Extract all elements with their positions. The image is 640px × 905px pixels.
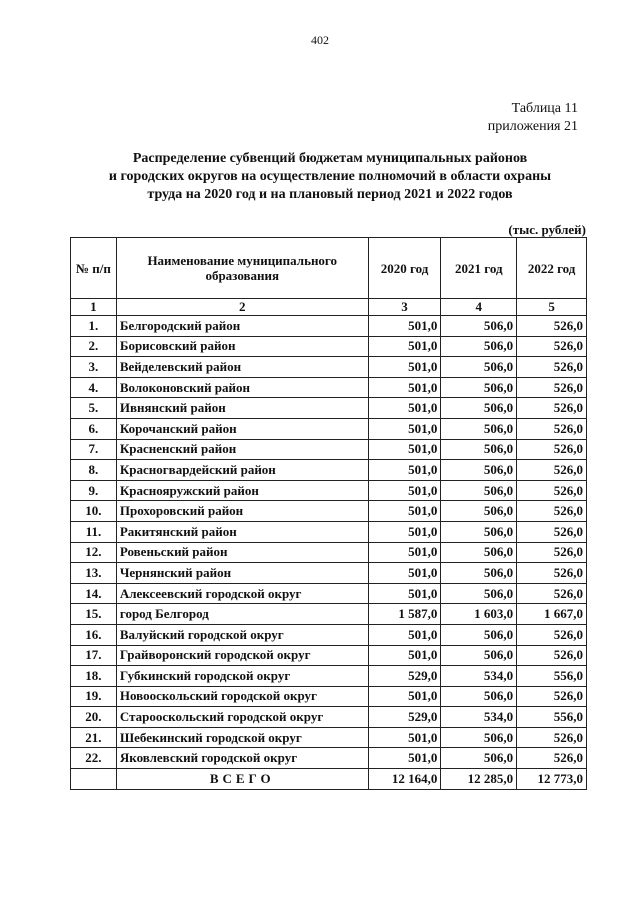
value-2021: 506,0 <box>441 377 517 398</box>
col-number: 4 <box>441 299 517 316</box>
header-2022: 2022 год <box>517 238 587 299</box>
row-number: 13. <box>71 563 117 584</box>
value-2022: 526,0 <box>517 645 587 666</box>
value-2022: 526,0 <box>517 398 587 419</box>
municipality-name: Краснояружский район <box>116 480 368 501</box>
header-num: № п/п <box>71 238 117 299</box>
table-row <box>71 521 587 542</box>
units-label: (тыс. рублей) <box>508 222 586 237</box>
table-row <box>71 686 587 707</box>
municipality-name: Алексеевский городской округ <box>116 583 368 604</box>
value-2022: 556,0 <box>517 707 587 728</box>
value-2020: 501,0 <box>368 563 441 584</box>
total-2021: 12 285,0 <box>441 769 517 790</box>
value-2020: 501,0 <box>368 624 441 645</box>
municipality-name: Борисовский район <box>116 336 368 357</box>
value-2021: 534,0 <box>441 707 517 728</box>
table-row <box>71 666 587 687</box>
value-2021: 506,0 <box>441 418 517 439</box>
value-2021: 506,0 <box>441 563 517 584</box>
row-number: 5. <box>71 398 117 419</box>
municipality-name: Шебекинский городской округ <box>116 727 368 748</box>
value-2021: 506,0 <box>441 316 517 337</box>
value-2022: 526,0 <box>517 727 587 748</box>
value-2022: 526,0 <box>517 542 587 563</box>
value-2022: 526,0 <box>517 357 587 378</box>
value-2020: 501,0 <box>368 398 441 419</box>
header-2020: 2020 год <box>368 238 441 299</box>
row-number: 14. <box>71 583 117 604</box>
value-2022: 526,0 <box>517 686 587 707</box>
municipality-name: город Белгород <box>116 604 368 625</box>
table-row <box>71 439 587 460</box>
value-2021: 506,0 <box>441 336 517 357</box>
row-number: 11. <box>71 521 117 542</box>
row-number: 20. <box>71 707 117 728</box>
value-2020: 501,0 <box>368 748 441 769</box>
value-2021: 506,0 <box>441 521 517 542</box>
table-row <box>71 727 587 748</box>
row-number: 6. <box>71 418 117 439</box>
table-row <box>71 316 587 337</box>
value-2022: 1 667,0 <box>517 604 587 625</box>
title-line1: Распределение субвенций бюджетам муниципальных районов <box>132 151 528 166</box>
table-row <box>71 645 587 666</box>
municipality-name: Волоконовский район <box>116 377 368 398</box>
document-title <box>70 150 590 204</box>
value-2020: 501,0 <box>368 418 441 439</box>
table-row <box>71 542 587 563</box>
row-number: 1. <box>71 316 117 337</box>
table-note-line1: Таблица 11 <box>511 101 578 116</box>
value-2022: 526,0 <box>517 418 587 439</box>
value-2022: 526,0 <box>517 480 587 501</box>
value-2020: 501,0 <box>368 501 441 522</box>
col-number: 1 <box>71 299 117 316</box>
value-2021: 506,0 <box>441 501 517 522</box>
value-2022: 526,0 <box>517 501 587 522</box>
municipality-name: Новооскольский городской округ <box>116 686 368 707</box>
value-2021: 1 603,0 <box>441 604 517 625</box>
row-number: 3. <box>71 357 117 378</box>
municipality-name: Красногвардейский район <box>116 460 368 481</box>
municipality-name: Губкинский городской округ <box>116 666 368 687</box>
col-number: 3 <box>368 299 441 316</box>
municipality-name: Красненский район <box>116 439 368 460</box>
table-row <box>71 501 587 522</box>
row-number: 4. <box>71 377 117 398</box>
value-2020: 501,0 <box>368 377 441 398</box>
value-2022: 526,0 <box>517 521 587 542</box>
total-label: ВСЕГО <box>116 769 368 790</box>
value-2022: 526,0 <box>517 336 587 357</box>
value-2021: 506,0 <box>441 583 517 604</box>
col-number: 2 <box>116 299 368 316</box>
municipality-name: Грайворонский городской округ <box>116 645 368 666</box>
value-2020: 501,0 <box>368 480 441 501</box>
municipality-name: Корочанский район <box>116 418 368 439</box>
table-note <box>488 100 578 136</box>
value-2021: 506,0 <box>441 398 517 419</box>
table-row <box>71 583 587 604</box>
row-number: 19. <box>71 686 117 707</box>
value-2021: 506,0 <box>441 624 517 645</box>
value-2020: 501,0 <box>368 727 441 748</box>
value-2022: 526,0 <box>517 583 587 604</box>
total-2020: 12 164,0 <box>368 769 441 790</box>
table-row <box>71 377 587 398</box>
value-2020: 1 587,0 <box>368 604 441 625</box>
value-2021: 534,0 <box>441 666 517 687</box>
value-2022: 526,0 <box>517 748 587 769</box>
municipality-name: Валуйский городской округ <box>116 624 368 645</box>
value-2020: 501,0 <box>368 583 441 604</box>
value-2021: 506,0 <box>441 480 517 501</box>
table-row <box>71 357 587 378</box>
title-line3: труда на 2020 год и на плановый период 2021 и 2022 годов <box>147 187 513 202</box>
table-row <box>71 336 587 357</box>
row-number: 15. <box>71 604 117 625</box>
table-row <box>71 398 587 419</box>
row-number: 21. <box>71 727 117 748</box>
header-2021: 2021 год <box>441 238 517 299</box>
value-2022: 526,0 <box>517 460 587 481</box>
value-2020: 501,0 <box>368 521 441 542</box>
value-2022: 526,0 <box>517 377 587 398</box>
value-2021: 506,0 <box>441 542 517 563</box>
value-2022: 526,0 <box>517 563 587 584</box>
row-number: 17. <box>71 645 117 666</box>
table-row <box>71 624 587 645</box>
municipality-name: Ракитянский район <box>116 521 368 542</box>
value-2020: 529,0 <box>368 707 441 728</box>
total-2022: 12 773,0 <box>517 769 587 790</box>
row-number: 7. <box>71 439 117 460</box>
municipality-name: Вейделевский район <box>116 357 368 378</box>
row-number: 10. <box>71 501 117 522</box>
value-2021: 506,0 <box>441 748 517 769</box>
value-2020: 501,0 <box>368 336 441 357</box>
row-number: 12. <box>71 542 117 563</box>
value-2020: 501,0 <box>368 542 441 563</box>
value-2022: 526,0 <box>517 624 587 645</box>
municipality-name: Ровеньский район <box>116 542 368 563</box>
table-row <box>71 460 587 481</box>
municipality-name: Белгородский район <box>116 316 368 337</box>
row-number: 22. <box>71 748 117 769</box>
value-2021: 506,0 <box>441 645 517 666</box>
header-name: Наименование муниципального образования <box>116 238 368 299</box>
value-2021: 506,0 <box>441 439 517 460</box>
subsidy-table <box>70 237 587 790</box>
value-2020: 501,0 <box>368 316 441 337</box>
value-2021: 506,0 <box>441 357 517 378</box>
value-2020: 501,0 <box>368 439 441 460</box>
municipality-name: Старооскольский городской округ <box>116 707 368 728</box>
municipality-name: Яковлевский городской округ <box>116 748 368 769</box>
table-row <box>71 748 587 769</box>
title-line2: и городских округов на осуществление полномочий в области охраны <box>108 169 552 184</box>
value-2020: 501,0 <box>368 357 441 378</box>
municipality-name: Чернянский район <box>116 563 368 584</box>
value-2021: 506,0 <box>441 460 517 481</box>
row-number: 8. <box>71 460 117 481</box>
value-2021: 506,0 <box>441 686 517 707</box>
table-row <box>71 604 587 625</box>
row-number: 16. <box>71 624 117 645</box>
value-2020: 501,0 <box>368 686 441 707</box>
row-number: 2. <box>71 336 117 357</box>
table-note-line2: приложения 21 <box>487 119 578 134</box>
value-2022: 526,0 <box>517 439 587 460</box>
total-row <box>71 769 587 790</box>
municipality-name: Ивнянский район <box>116 398 368 419</box>
value-2020: 529,0 <box>368 666 441 687</box>
value-2020: 501,0 <box>368 460 441 481</box>
value-2022: 556,0 <box>517 666 587 687</box>
row-number: 18. <box>71 666 117 687</box>
col-number: 5 <box>517 299 587 316</box>
row-number: 9. <box>71 480 117 501</box>
value-2020: 501,0 <box>368 645 441 666</box>
value-2021: 506,0 <box>441 727 517 748</box>
table-row <box>71 563 587 584</box>
page-number: 402 <box>311 33 329 47</box>
table-row <box>71 480 587 501</box>
table-row <box>71 418 587 439</box>
value-2022: 526,0 <box>517 316 587 337</box>
municipality-name: Прохоровский район <box>116 501 368 522</box>
table-row <box>71 707 587 728</box>
